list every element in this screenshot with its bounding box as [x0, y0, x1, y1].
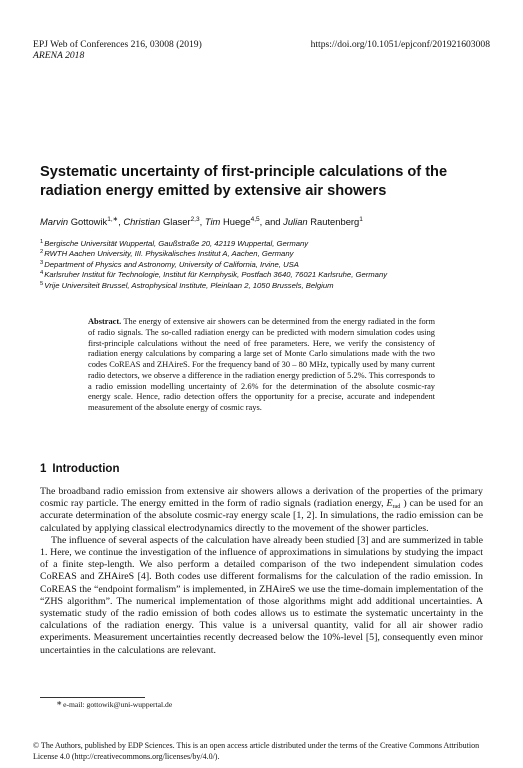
footnote-mark: ∗	[56, 698, 63, 708]
author-last-name: Huege	[222, 216, 251, 227]
affiliation-text: Bergische Universität Wuppertal, Gaußstraße 20, 42119 Wuppertal, Germany	[44, 239, 309, 248]
affiliation-list	[40, 239, 485, 291]
conference-name: EPJ Web of Conferences 216, 03008 (2019)	[33, 39, 202, 50]
author-affiliation-mark: 2,3	[190, 216, 200, 223]
abstract-text: The energy of extensive air showers can be determined from the energy radiated in the form of radio signals. The so-called radiation energy can be predicted with modern simulation codes using first-principle calculations without the need of free parameters. Here, we verify the consistency of radiation energy calculations by comparing a large set of Monte Carlo simulations made with the two codes CoREAS and ZHAireS. For the frequency band of 30 – 80 MHz, typically used by many current radio detectors, we observe a difference in the radiation energy prediction of 5.2%. This corresponds to a radio emission modelling uncertainty of 2.6% for the determination of the absolute cosmic-ray energy scale. Hence, radio detection offers the opportunity for a precise, accurate and independent measurement of the absolute energy of cosmic rays.	[88, 317, 435, 412]
running-header	[33, 39, 202, 61]
affiliation-number: 3	[40, 259, 44, 266]
footnote	[56, 700, 172, 710]
affiliation-text: Department of Physics and Astronomy, University of California, Irvine, USA	[44, 259, 299, 269]
affiliation	[40, 281, 485, 291]
author-first-name: Julian	[283, 216, 308, 227]
paragraph-text: The broadband radio emission from extensive air showers allows a derivation of the properties of the primary cosmic ray particle. The energy emitted in the form of radio signals (radiation energy,	[40, 486, 483, 510]
author-affiliation-mark: 1,∗	[107, 216, 119, 223]
author-separator: , and	[259, 216, 284, 227]
affiliation-text: RWTH Aachen University, III. Physikalisches Institut A, Aachen, Germany	[44, 249, 294, 259]
author-last-name: Gottowik	[70, 216, 108, 227]
author-first-name: Christian	[123, 216, 161, 227]
section-heading	[40, 462, 119, 476]
author	[205, 216, 260, 227]
section-number: 1	[40, 463, 47, 475]
author	[283, 216, 363, 227]
paragraph-text: ) can be used for an accurate determination of the absolute cosmic-ray energy scale [1, 2]. In simulations, the radio emission can be calculated by applying classical electrodynamics directly to the movement of the shower particles.	[40, 498, 484, 534]
affiliation	[40, 239, 485, 249]
affiliation-text: Vrije Universiteit Brussel, Astrophysical Institute, Pleinlaan 2, 1050 Brussels, Belgium	[44, 280, 334, 290]
section-title: Introduction	[52, 463, 120, 475]
paragraph	[40, 486, 483, 535]
author-separator: ,	[199, 216, 205, 227]
footnote-email[interactable]: e-mail: gottowik@uni-wuppertal.de	[63, 700, 173, 709]
abstract-label: Abstract.	[88, 317, 122, 326]
abstract	[88, 317, 435, 414]
author-last-name: Glaser	[162, 216, 191, 227]
author-first-name: Tim	[204, 216, 221, 227]
body-text	[40, 486, 483, 657]
author-list	[40, 216, 485, 228]
event-name: ARENA 2018	[33, 50, 85, 61]
author-last-name: Rautenberg	[310, 216, 360, 227]
affiliation	[40, 270, 485, 280]
affiliation-number: 5	[40, 280, 44, 287]
symbol-letter: E	[386, 498, 393, 510]
author-separator: ,	[118, 216, 124, 227]
affiliation-number: 2	[40, 249, 44, 256]
symbol-subscript: rad	[392, 503, 401, 511]
affiliation	[40, 249, 485, 259]
affiliation	[40, 260, 485, 270]
paragraph: The influence of several aspects of the calculation have already been studied [3] and are summerized in table 1. Here, we continue the investigation of the influence of approximations in simulations by studying the impact of a finite step-length. We also perform a detailed comparison of the two independent simulation codes CoREAS and ZHAireS [4]. Both codes use different formalisms for the calculation of the radio emission. In CoREAS the “endpoint formalism” is implemented, in ZHAireS we use the time-domain implementation of the “ZHS algorithm”. The numerical implementation of those algorithms might add additional uncertainties. A systematic study of the radio emission of both codes allows us to estimate the systematic uncertainty in the calculations of the radiation energy. This value is a universal quantity, valid for all air shower radio experiments. Measurement uncertainties recently decreased below the 10%-level [5], consequently even minor uncertainties in the calculations are relevant.	[40, 534, 483, 656]
affiliation-number: 1	[40, 239, 44, 245]
affiliation-text: Karlsruher Institut für Technologie, Institut für Kernphysik, Postfach 3640, 76021 Karlsruhe, Germany	[44, 270, 388, 280]
author-affiliation-mark: 1	[359, 216, 363, 223]
doi-link[interactable]: https://doi.org/10.1051/epjconf/201921603008	[310, 39, 490, 50]
radiation-energy-symbol	[386, 498, 400, 509]
paper-title: Systematic uncertainty of first-principle calculations of the radiation energy emitted by extensive air showers	[40, 164, 448, 199]
license-notice: © The Authors, published by EDP Sciences. This is an open access article distributed under the terms of the Creative Commons Attribution License 4.0 (http://creativecommons.org/licenses/by/4.0/).	[33, 741, 480, 761]
author-affiliation-mark: 4,5	[250, 216, 260, 223]
affiliation-number: 4	[40, 270, 44, 277]
author	[123, 216, 199, 227]
author-first-name: Marvin	[40, 216, 69, 227]
author	[40, 216, 118, 227]
